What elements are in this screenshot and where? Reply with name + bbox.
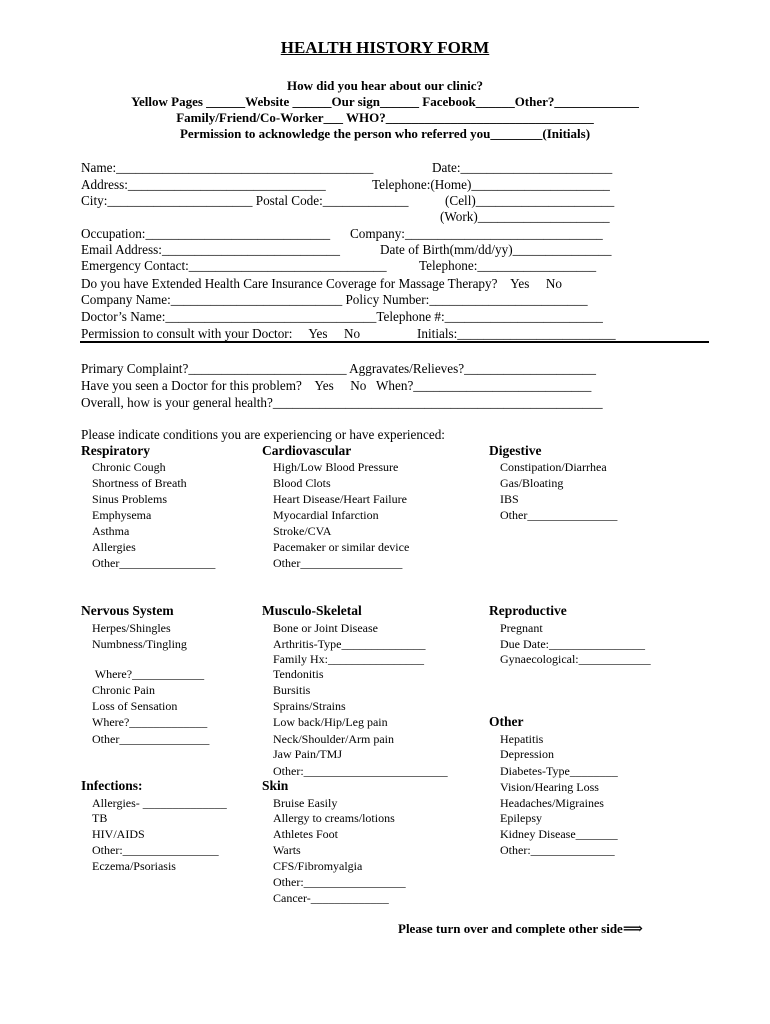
condition-item[interactable]: Allergies: [92, 540, 136, 554]
doctor-name-field[interactable]: Doctor’s Name:________________________________Telephone #:________________________: [81, 309, 603, 324]
city-postal-field[interactable]: City:______________________ Postal Code:_____________: [81, 193, 409, 208]
respiratory-heading: Respiratory: [81, 443, 150, 458]
condition-item[interactable]: Epilepsy: [500, 811, 542, 825]
turn-over-text: Please turn over and complete other side: [398, 921, 623, 936]
emergency-telephone-field[interactable]: Telephone:__________________: [419, 258, 597, 273]
condition-item[interactable]: Shortness of Breath: [92, 476, 187, 490]
condition-item[interactable]: Bursitis: [273, 683, 311, 697]
condition-item[interactable]: Warts: [273, 843, 301, 857]
condition-item[interactable]: Where?_____________: [92, 715, 208, 729]
condition-item[interactable]: Chronic Pain: [92, 683, 155, 697]
condition-item[interactable]: IBS: [500, 492, 519, 506]
insurance-question[interactable]: Do you have Extended Health Care Insurance Coverage for Massage Therapy? Yes No: [81, 276, 562, 291]
condition-item[interactable]: Heart Disease/Heart Failure: [273, 492, 407, 506]
condition-item[interactable]: Other_______________: [92, 732, 210, 746]
dob-field[interactable]: Date of Birth(mm/dd/yy)_______________: [380, 242, 612, 257]
condition-item[interactable]: Headaches/Migraines: [500, 796, 604, 810]
insurance-company-field[interactable]: Company Name:__________________________ Policy Number:________________________: [81, 292, 588, 307]
condition-item[interactable]: Other:________________________: [273, 764, 448, 778]
condition-item[interactable]: Sinus Problems: [92, 492, 168, 506]
emergency-contact-field[interactable]: Emergency Contact:______________________________: [81, 258, 387, 273]
condition-item[interactable]: Asthma: [92, 524, 130, 538]
condition-item[interactable]: Pregnant: [500, 621, 543, 635]
condition-item[interactable]: Numbness/Tingling: [92, 637, 187, 651]
telephone-work-field[interactable]: (Work)____________________: [440, 209, 610, 224]
condition-item[interactable]: Arthritis-Type______________: [273, 637, 426, 651]
conditions-intro: Please indicate conditions you are experiencing or have experienced:: [81, 427, 445, 442]
condition-item[interactable]: Where?____________: [92, 667, 205, 681]
reproductive-heading: Reproductive: [489, 603, 567, 618]
condition-item[interactable]: Other:______________: [500, 843, 615, 857]
condition-item[interactable]: CFS/Fibromyalgia: [273, 859, 363, 873]
referral-permission[interactable]: Permission to acknowledge the person who referred you________(Initials): [179, 126, 591, 141]
condition-item[interactable]: Bone or Joint Disease: [273, 621, 378, 635]
occupation-field[interactable]: Occupation:____________________________: [81, 226, 331, 241]
telephone-cell-field[interactable]: (Cell)_____________________: [445, 193, 615, 208]
other-heading: Other: [489, 714, 524, 729]
form-title: HEALTH HISTORY FORM: [280, 38, 490, 57]
condition-item[interactable]: Herpes/Shingles: [92, 621, 171, 635]
condition-item[interactable]: Myocardial Infarction: [273, 508, 379, 522]
condition-item[interactable]: Eczema/Psoriasis: [92, 859, 176, 873]
condition-item[interactable]: Chronic Cough: [92, 460, 166, 474]
company-field[interactable]: Company:______________________________: [350, 226, 603, 241]
condition-item[interactable]: High/Low Blood Pressure: [273, 460, 399, 474]
condition-item[interactable]: Other_________________: [273, 556, 403, 570]
initials-field[interactable]: Initials:________________________: [417, 326, 616, 341]
condition-item[interactable]: Kidney Disease_______: [500, 827, 618, 841]
condition-item[interactable]: Vision/Hearing Loss: [500, 780, 599, 794]
skin-heading: Skin: [262, 778, 289, 793]
general-health-field[interactable]: Overall, how is your general health?__________________________________________________: [81, 395, 603, 410]
condition-item[interactable]: Due Date:________________: [500, 637, 645, 651]
right-arrow-icon: ⟹: [622, 922, 643, 937]
condition-item[interactable]: Sprains/Strains: [273, 699, 346, 713]
condition-item[interactable]: Low back/Hip/Leg pain: [273, 715, 388, 729]
section-divider: [80, 341, 709, 343]
date-field[interactable]: Date:_______________________: [432, 160, 613, 175]
telephone-home-field[interactable]: Telephone:(Home)_____________________: [372, 177, 610, 192]
condition-item[interactable]: Gynaecological:____________: [500, 652, 651, 666]
condition-item[interactable]: Pacemaker or similar device: [273, 540, 410, 554]
musculo-skeletal-heading: Musculo-Skeletal: [262, 603, 362, 618]
doctor-consent-question[interactable]: Permission to consult with your Doctor: Yes No: [81, 326, 361, 341]
condition-item[interactable]: TB: [92, 811, 108, 825]
condition-item[interactable]: Other_______________: [500, 508, 618, 522]
condition-item[interactable]: Depression: [500, 747, 554, 761]
referral-family[interactable]: Family/Friend/Co-Worker___ WHO?________________________________: [176, 110, 594, 125]
condition-item[interactable]: Athletes Foot: [273, 827, 338, 841]
condition-item[interactable]: Constipation/Diarrhea: [500, 460, 607, 474]
condition-item[interactable]: Blood Clots: [273, 476, 331, 490]
nervous-system-heading: Nervous System: [81, 603, 174, 618]
infections-heading: Infections:: [81, 778, 143, 793]
email-field[interactable]: Email Address:___________________________: [81, 242, 340, 257]
referral-question: How did you hear about our clinic?: [287, 78, 483, 93]
digestive-heading: Digestive: [489, 443, 542, 458]
condition-item[interactable]: Tendonitis: [273, 667, 324, 681]
condition-item[interactable]: Diabetes-Type________: [500, 764, 618, 778]
condition-item[interactable]: Neck/Shoulder/Arm pain: [273, 732, 394, 746]
condition-item[interactable]: HIV/AIDS: [92, 827, 145, 841]
condition-item[interactable]: Loss of Sensation: [92, 699, 178, 713]
condition-item[interactable]: Hepatitis: [500, 732, 544, 746]
referral-sources[interactable]: Yellow Pages ______Website ______Our sign______ Facebook______Other?_____________: [131, 94, 639, 109]
name-field[interactable]: Name:_______________________________________: [81, 160, 374, 175]
condition-item[interactable]: Stroke/CVA: [273, 524, 332, 538]
condition-item[interactable]: Cancer-_____________: [273, 891, 389, 905]
condition-item[interactable]: Emphysema: [92, 508, 152, 522]
condition-item[interactable]: Allergy to creams/lotions: [273, 811, 395, 825]
condition-item[interactable]: Bruise Easily: [273, 796, 338, 810]
doctor-seen-question[interactable]: Have you seen a Doctor for this problem? Yes No When?___________________________: [81, 378, 592, 393]
condition-item[interactable]: Other:_________________: [273, 875, 406, 889]
condition-item[interactable]: Other________________: [92, 556, 216, 570]
condition-item[interactable]: Allergies- ______________: [92, 796, 227, 810]
cardiovascular-heading: Cardiovascular: [262, 443, 352, 458]
primary-complaint-field[interactable]: Primary Complaint?________________________ Aggravates/Relieves?____________________: [81, 361, 596, 376]
condition-item[interactable]: Other:________________: [92, 843, 219, 857]
condition-item[interactable]: Jaw Pain/TMJ: [273, 747, 342, 761]
address-field[interactable]: Address:______________________________: [81, 177, 326, 192]
turn-over-note: [398, 921, 643, 938]
condition-item[interactable]: Gas/Bloating: [500, 476, 564, 490]
condition-item[interactable]: Family Hx:________________: [273, 652, 425, 666]
